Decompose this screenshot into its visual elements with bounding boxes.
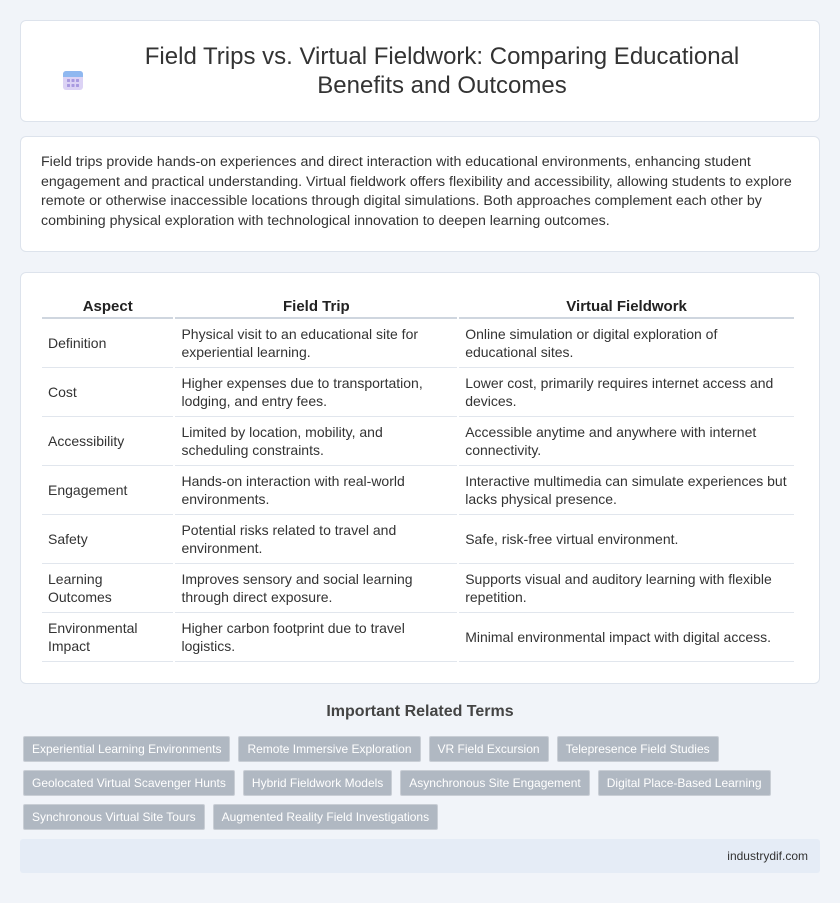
table-cell-field-trip: Physical visit to an educational site for experiential learning.: [175, 319, 457, 368]
table-cell-aspect: Safety: [42, 515, 173, 564]
related-term-tag[interactable]: Digital Place-Based Learning: [598, 770, 771, 796]
page-title: Field Trips vs. Virtual Fieldwork: Comparing Educational Benefits and Outcomes: [144, 43, 740, 99]
column-header-aspect: Aspect: [42, 293, 173, 319]
table-cell-virtual: Supports visual and auditory learning with flexible repetition.: [459, 564, 794, 613]
intro-paragraph: Field trips provide hands-on experiences and direct interaction with educational environments, enhancing student engagement and practical understanding. Virtual fieldwork offers flexibility and accessibility, allowing students to explore remote or otherwise inaccessible locations through digital simulations. Both approaches complement each other by combining physical exploration with technological innovation to deepen learning outcomes.: [41, 154, 792, 229]
table-cell-field-trip: Higher expenses due to transportation, lodging, and entry fees.: [175, 368, 457, 417]
table-row: [42, 564, 794, 613]
table-cell-virtual: Online simulation or digital exploration of educational sites.: [459, 319, 794, 368]
table-cell-field-trip: Improves sensory and social learning through direct exposure.: [175, 564, 457, 613]
table-cell-virtual: Accessible anytime and anywhere with internet connectivity.: [459, 417, 794, 466]
column-header-field-trip: Field Trip: [175, 293, 457, 319]
table-cell-virtual: Interactive multimedia can simulate experiences but lacks physical presence.: [459, 466, 794, 515]
table-cell-field-trip: Higher carbon footprint due to travel logistics.: [175, 613, 457, 662]
table-row: [42, 613, 794, 662]
related-term-tag[interactable]: Synchronous Virtual Site Tours: [23, 804, 205, 830]
table-header-row: [42, 293, 794, 319]
table-cell-aspect: Engagement: [42, 466, 173, 515]
related-term-tag[interactable]: Experiential Learning Environments: [23, 736, 230, 762]
table-cell-aspect: Environmental Impact: [42, 613, 173, 662]
related-terms-list: [23, 736, 813, 838]
related-term-tag[interactable]: VR Field Excursion: [429, 736, 549, 762]
related-term-tag[interactable]: Remote Immersive Exploration: [238, 736, 420, 762]
table-row: [42, 466, 794, 515]
related-term-tag[interactable]: Telepresence Field Studies: [557, 736, 719, 762]
table-cell-field-trip: Limited by location, mobility, and scheduling constraints.: [175, 417, 457, 466]
table-cell-aspect: Learning Outcomes: [42, 564, 173, 613]
title-card: [20, 20, 820, 122]
calendar-icon: [61, 68, 85, 92]
table-row: [42, 417, 794, 466]
table-cell-virtual: Safe, risk-free virtual environment.: [459, 515, 794, 564]
related-terms-heading: Important Related Terms: [326, 703, 514, 720]
related-term-tag[interactable]: Geolocated Virtual Scavenger Hunts: [23, 770, 235, 796]
comparison-table-card: [20, 272, 820, 684]
related-term-tag[interactable]: Asynchronous Site Engagement: [400, 770, 589, 796]
table-row: [42, 515, 794, 564]
table-row: [42, 368, 794, 417]
related-term-tag[interactable]: Augmented Reality Field Investigations: [213, 804, 438, 830]
table-cell-aspect: Accessibility: [42, 417, 173, 466]
related-term-tag[interactable]: Hybrid Fieldwork Models: [243, 770, 392, 796]
table-row: [42, 319, 794, 368]
footer: [20, 839, 820, 873]
table-cell-virtual: Lower cost, primarily requires internet access and devices.: [459, 368, 794, 417]
table-cell-aspect: Definition: [42, 319, 173, 368]
table-cell-virtual: Minimal environmental impact with digital access.: [459, 613, 794, 662]
intro-card: [20, 136, 820, 252]
comparison-table: [40, 293, 796, 662]
table-cell-field-trip: Potential risks related to travel and environment.: [175, 515, 457, 564]
column-header-virtual-fieldwork: Virtual Fieldwork: [459, 293, 794, 319]
table-cell-field-trip: Hands-on interaction with real-world environments.: [175, 466, 457, 515]
footer-site-link[interactable]: industrydif.com: [727, 849, 808, 863]
table-cell-aspect: Cost: [42, 368, 173, 417]
title-wrap: [21, 42, 819, 100]
